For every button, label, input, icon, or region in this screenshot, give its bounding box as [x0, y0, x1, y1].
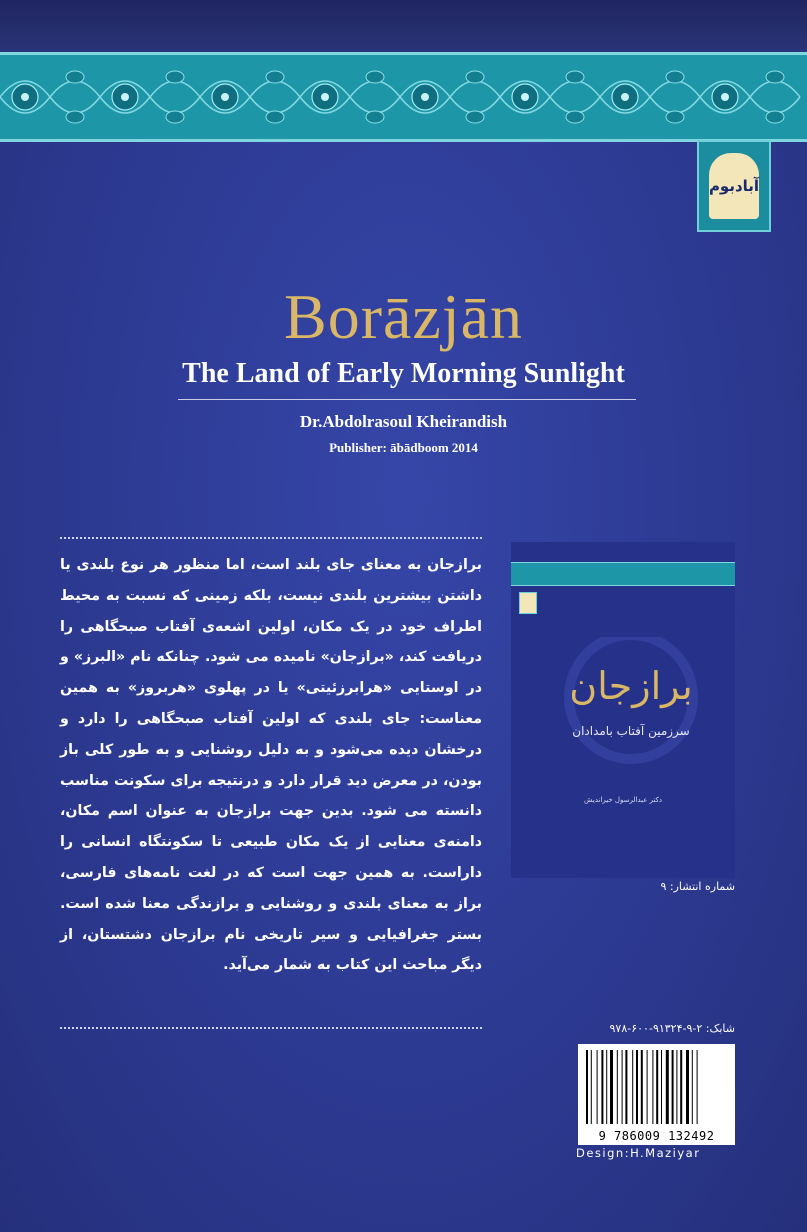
publisher-logo: [697, 140, 771, 232]
thumbnail-calligraphy: [551, 637, 711, 767]
thumbnail-author: دکتر عبدالرسول خیراندیش: [583, 796, 663, 804]
thumbnail-title-text: برازجان: [569, 664, 693, 708]
barcode-digits: 9 786009 132492: [598, 1129, 715, 1143]
design-credit: Design:H.Maziyar: [576, 1146, 701, 1160]
dotted-divider-bottom: [60, 1027, 482, 1029]
thumbnail-subtitle-text: سرزمین آفتاب بامدادان: [572, 724, 690, 738]
thumbnail-logo-icon: [519, 592, 537, 614]
book-description: برازجان به معنای جای بلند است، اما منظور هر نوع بلندی یا داشتن بیشترین بلندی نیست، بلکه زمینی که نسبت به محیط اطراف خود در یک مکان، اولین اشعه‌ی آفتاب صبحگاهی را دریافت کند، «برازجان» نامیده می شود. چنانکه نام «البرز» و در اوستایی «هرابرزئیتی» یا در پهلوی «هربروز» به همین معناست: جای بلندی که اولین آفتاب صبحگاهی را دارد و درخشان دیده می‌شود و به دلیل روشنایی و به طور کلی باز بودن، در معرض دید قرار دارد و درنتیجه برای سکونت مناسب دانسته می شود. بدین جهت برازجان به عنوان اسم مکان، دامنه‌ی معنایی از یک مکان طبیعی تا سکونتگاه انسانی را داراست. به همین جهت است که در لغت نامه‌های فارسی، براز به معنای بلندی و روشنایی و برازندگی معنا شده است. بستر جغرافیایی و سیر تاریخی نام برازجان دشتستان، از دیگر مباحث این کتاب به شمار می‌آید.: [60, 557, 482, 974]
book-subtitle: The Land of Early Morning Sunlight: [182, 358, 625, 389]
thumbnail-ornament-band: [511, 562, 735, 586]
isbn-line: شابک: ۲-۹-۹۱۳۲۴-۶۰۰-۹۷۸: [609, 1022, 735, 1035]
title-divider: [178, 399, 636, 400]
book-title: Borāzjān: [284, 281, 523, 352]
floral-ornament-icon: [0, 55, 807, 139]
dotted-divider-top: [60, 537, 482, 539]
top-dark-band: [0, 0, 807, 52]
front-cover-thumbnail: [511, 542, 735, 878]
publication-number: شماره انتشار: ۹: [660, 880, 735, 893]
abadboom-logo-icon: آبادبوم: [709, 153, 759, 219]
author-name: Dr.Abdolrasoul Kheirandish: [299, 412, 508, 431]
barcode-bars-icon: [584, 1050, 729, 1124]
publisher-line: Publisher: ābādboom 2014: [329, 440, 478, 455]
ornamental-border-band: [0, 52, 807, 142]
isbn-barcode: [578, 1044, 735, 1145]
